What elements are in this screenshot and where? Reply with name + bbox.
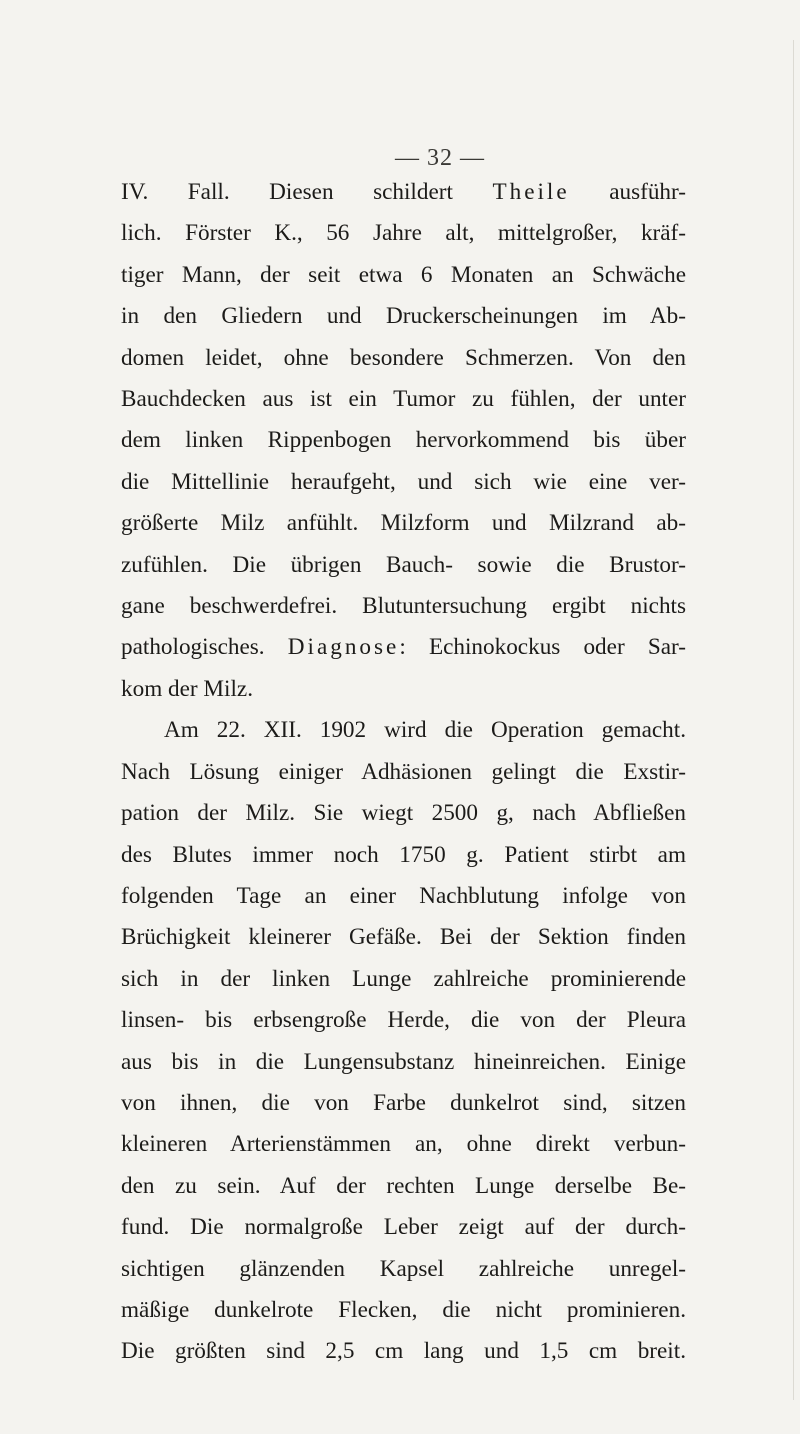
text-line: die Mittellinie heraufgeht, und sich wie eine ver- [121, 468, 686, 495]
text-line: den zu sein. Auf der rechten Lunge derselbe Be- [121, 1172, 686, 1199]
text-line: Die größten sind 2,5 cm lang und 1,5 cm breit. [121, 1338, 686, 1365]
text-line: linsen- bis erbsengroße Herde, die von der Pleura [121, 1007, 686, 1034]
text-line: größerte Milz anfühlt. Milzform und Milzrand ab- [121, 510, 686, 537]
text-line: gane beschwerdefrei. Blutuntersuchung ergibt nichts [121, 593, 686, 620]
text-line: sichtigen glänzenden Kapsel zahlreiche unregel- [121, 1255, 686, 1282]
text-line: aus bis in die Lungensubstanz hineinreichen. Einige [121, 1048, 686, 1075]
text-line: domen leidet, ohne besondere Schmerzen. Von den [121, 344, 686, 371]
page-number: — 32 — [395, 145, 485, 171]
text-line: mäßige dunkelrote Flecken, die nicht prominieren. [121, 1296, 686, 1323]
text-line: von ihnen, die von Farbe dunkelrot sind, sitzen [121, 1089, 686, 1116]
text-line [121, 172, 686, 213]
text-line: in den Gliedern und Druckerscheinungen im Ab- [121, 303, 686, 330]
spaced-name: Theile [492, 179, 570, 205]
text-line: dem linken Rippenbogen hervorkommend bis über [121, 427, 686, 454]
text-line: fund. Die normalgroße Leber zeigt auf der durch- [121, 1214, 686, 1241]
paragraph-case-iv [121, 172, 686, 710]
page-edge-shadow [793, 40, 794, 1400]
text-line [121, 627, 686, 668]
paragraph-operation [121, 710, 686, 1373]
text-line: kom der Milz. [121, 675, 254, 702]
text-run: IV. Fall. Diesen schildert [121, 179, 493, 205]
text-line: Bauchdecken aus ist ein Tumor zu fühlen, der unter [121, 386, 686, 413]
text-run: : Echinokockus oder Sar- [399, 634, 686, 661]
text-run: ausführ- [569, 179, 686, 205]
spaced-term-diagnose: Diagnose [287, 634, 400, 661]
text-line: Am 22. XII. 1902 wird die Operation gemacht. [164, 717, 686, 744]
text-line: folgenden Tage an einer Nachblutung infolge von [121, 882, 686, 909]
text-line: pation der Milz. Sie wiegt 2500 g, nach Abfließen [121, 800, 686, 827]
text-line: lich. Förster K., 56 Jahre alt, mittelgroßer, kräf- [121, 220, 686, 247]
text-line: des Blutes immer noch 1750 g. Patient stirbt am [121, 841, 686, 868]
text-run: pathologisches. [121, 634, 288, 661]
text-line: kleineren Arterienstämmen an, ohne direkt verbun- [121, 1131, 686, 1158]
text-line: Nach Lösung einiger Adhäsionen gelingt die Exstir- [121, 758, 686, 785]
text-line: zufühlen. Die übrigen Bauch- sowie die Brustor- [121, 551, 686, 578]
body-text [121, 172, 686, 1373]
text-line: Brüchigkeit kleinerer Gefäße. Bei der Sektion finden [121, 924, 686, 951]
text-line: sich in der linken Lunge zahlreiche prominierende [121, 965, 686, 992]
text-line: tiger Mann, der seit etwa 6 Monaten an Schwäche [121, 261, 686, 288]
